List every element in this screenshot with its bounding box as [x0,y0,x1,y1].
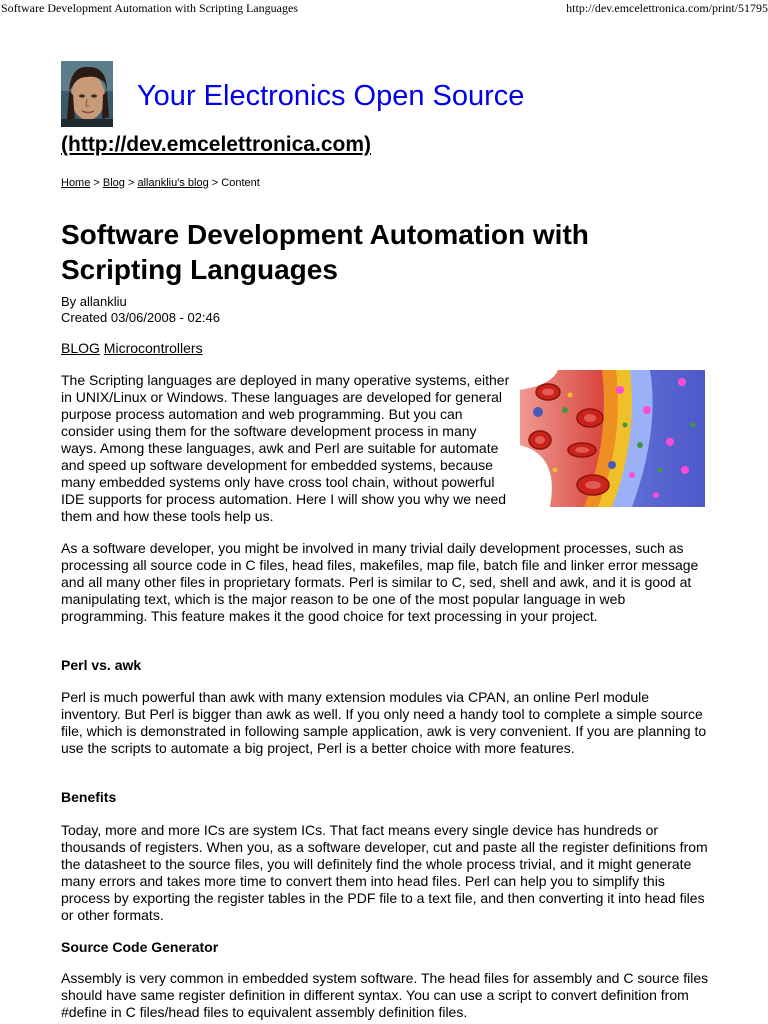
breadcrumb [61,176,260,190]
paragraph-intro: The Scripting languages are deployed in many operative systems, either in UNIX/Linux or Windows. These languages are developed for general purpose process automation and web programming. But you can consider using them for the software development process in many ways. Among these languages, awk and Perl are suitable for automate and speed up software development for embedded systems, because many embedded systems only have cross tool chain, without powerful IDE supports for process automation. Here I will show you why we need them and how these tools help us. [61,372,510,524]
breadcrumb-blog[interactable]: Blog [102,177,125,189]
paragraph-source-code-generator: Assembly is very common in embedded system software. The head files for assembly and C source files should have same register definition in different syntax. You can use a script to convert definition from #define in C files/head files to equivalent assembly definition files. [61,970,709,1020]
paragraph-perl-vs-awk: Perl is much powerful than awk with many extension modules via CPAN, an online Perl module inventory. But Perl is bigger than awk as well. If you only need a handy tool to complete a simple source file, which is demonstrated in following sample application, awk is very convenient. If you are planning to use the scripts to automate a big project, Perl is a better choice with more features. [61,689,707,756]
site-avatar [61,61,113,127]
tag-microcontrollers-link[interactable]: Microcontrollers [103,340,203,356]
print-header-url: http://dev.emcelettronica.com/print/51795 [566,1,768,15]
created-date: Created 03/06/2008 - 02:46 [61,309,221,325]
breadcrumb-home[interactable]: Home [61,177,91,189]
paragraph-benefits: Today, more and more ICs are system ICs. That fact means every single device has hundreds or thousands of registers. When you, as a software developer, cut and paste all the register definitions from the datasheet to the source files, you will definitely find the whole process trivial, and it might generate many errors and takes more time to convert them into head files. Perl can help you to simplify this process by exporting the register tables in the PDF file to a text file, and then converting it into head files or other formats. [61,822,708,923]
section-heading-source-code-generator: Source Code Generator [61,939,219,955]
article-title-line-2: Scripting Languages [61,254,338,285]
breadcrumb-separator: > [128,177,135,189]
site-url: (http://dev.emcelettronica.com) [61,133,371,156]
print-header-title: Software Development Automation with Scripting Languages [1,1,298,15]
print-header [0,0,768,16]
section-heading-perl-vs-awk: Perl vs. awk [61,657,142,673]
breadcrumb-separator: > [93,177,100,189]
breadcrumb-separator: > [211,177,219,189]
blood-cells-illustration [520,370,705,507]
article-meta [61,294,220,325]
breadcrumb-user-blog[interactable]: allankliu's blog [137,177,209,189]
tag-list [61,339,203,357]
paragraph-developer: As a software developer, you might be involved in many trivial daily development processes, such as processing all source code in C files, head files, makefiles, map file, batch file and linker error message and all many other files in proprietary formats. Perl is similar to C, sed, shell and awk, and it is good at manipulating text, which is the major reason to be one of the most popular language in web programming. This feature makes it the good choice for text processing in your project. [61,540,699,624]
site-title-link[interactable]: Your Electronics Open Source [137,80,525,112]
byline: By allankliu [61,294,127,309]
article-title-line-1: Software Development Automation with [61,219,589,250]
breadcrumb-current: Content [221,177,260,189]
article-title [61,217,701,287]
tag-blog-link[interactable]: BLOG [61,340,100,356]
section-heading-benefits: Benefits [61,789,117,805]
